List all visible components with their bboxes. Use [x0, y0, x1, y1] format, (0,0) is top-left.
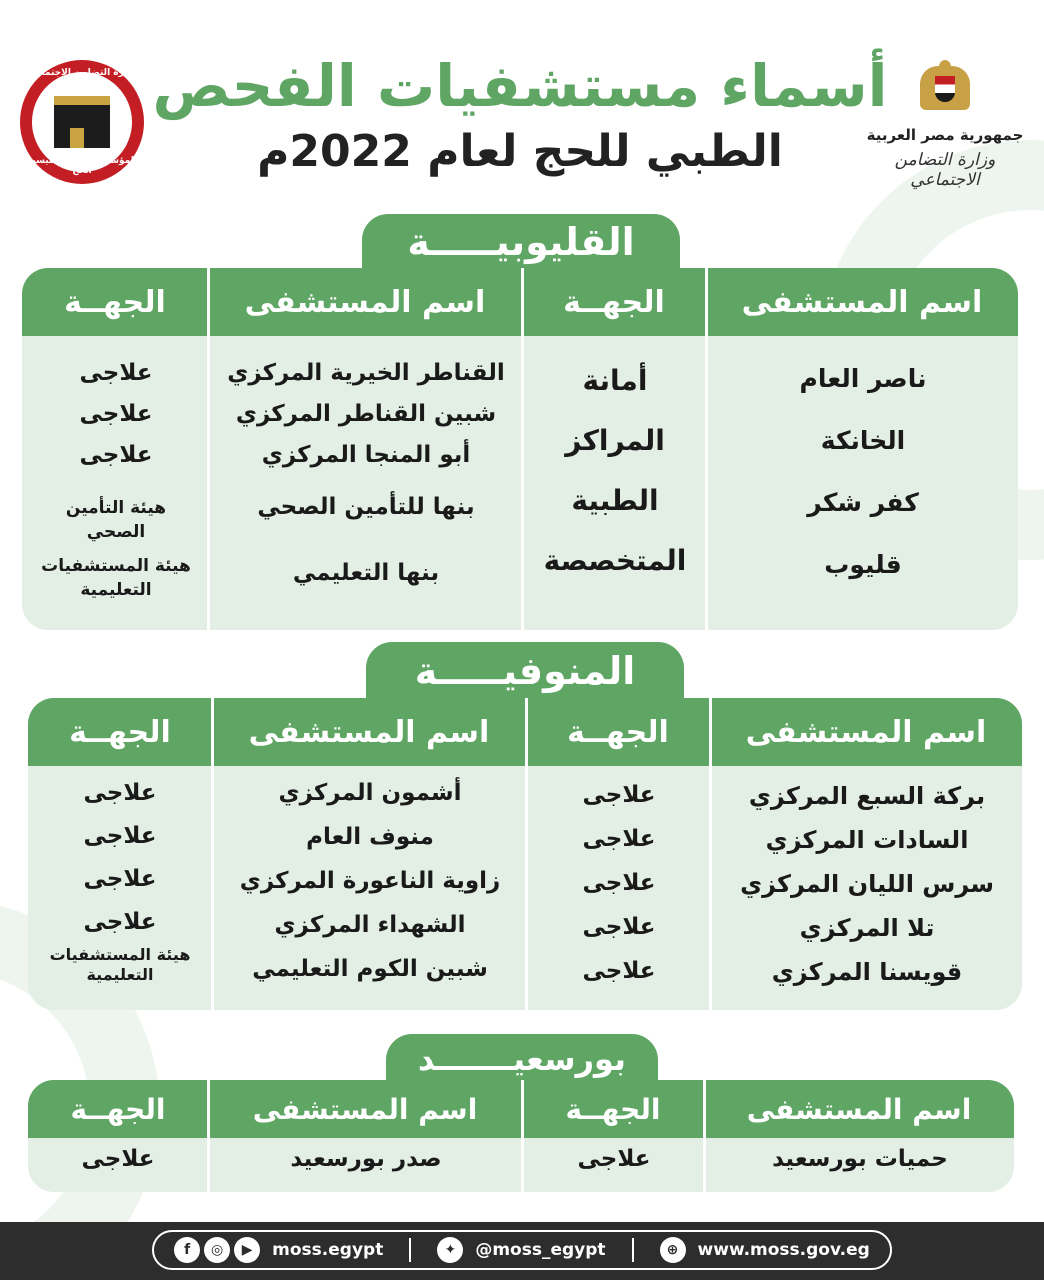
page-title: أسماء مستشفيات الفحص: [152, 52, 888, 120]
list-item: علاجى: [79, 360, 153, 386]
section-panel-portsaid: [28, 1080, 1014, 1192]
list-item: السادات المركزي: [765, 826, 969, 854]
column-header-entity: الجهــة: [64, 284, 166, 320]
list-item: المتخصصة: [543, 544, 687, 577]
list-item: قليوب: [824, 550, 902, 579]
youtube-icon: ▶: [234, 1237, 260, 1263]
globe-icon: ⊕: [660, 1237, 686, 1263]
list-item: تلا المركزي: [799, 914, 935, 942]
list-item: أشمون المركزي: [278, 780, 462, 806]
column-header-entity: الجهــة: [70, 1092, 166, 1126]
table-header-row: [22, 268, 1018, 336]
list-item: علاجى: [582, 826, 656, 852]
list-item: أمانة: [582, 364, 648, 397]
column-header-entity: الجهــة: [565, 1092, 661, 1126]
list-item: بنها للتأمين الصحي: [257, 494, 475, 520]
facebook-handle: moss.egypt: [272, 1240, 384, 1260]
country-name: جمهورية مصر العربية: [866, 126, 1024, 144]
list-item: شبين القناطر المركزي: [235, 401, 497, 427]
twitter-handle: @moss_egypt: [475, 1240, 606, 1260]
list-item: القناطر الخيرية المركزي: [227, 360, 505, 386]
column-header-hospital: اسم المستشفى: [252, 1092, 478, 1126]
eagle-emblem-icon: [920, 60, 970, 120]
list-item: هيئة التأمين الصحي: [65, 498, 167, 542]
list-item: أبو المنجا المركزي: [261, 442, 471, 468]
list-item: المراكز: [565, 424, 665, 457]
list-item: علاجى: [83, 823, 157, 849]
column-header-entity: الجهــة: [69, 714, 171, 750]
entity-column: [524, 364, 706, 578]
list-item: حميات بورسعيد: [772, 1146, 948, 1172]
social-links-pill: [152, 1230, 892, 1270]
list-item: علاجى: [81, 1146, 155, 1172]
ministry-emblem: [860, 60, 1030, 190]
list-item: منوف العام: [306, 824, 434, 850]
list-item: علاجى: [79, 442, 153, 468]
hospital-column: [712, 782, 1022, 1002]
section-tab-portsaid: [386, 1034, 658, 1086]
column-header-hospital: اسم المستشفى: [745, 714, 987, 750]
column-header-hospital: اسم المستشفى: [244, 284, 486, 320]
facebook-link[interactable]: [174, 1237, 383, 1263]
list-item: الخانكة: [820, 426, 906, 455]
column-divider: [521, 1080, 524, 1192]
list-item: علاجى: [79, 401, 153, 427]
hospital-column: [706, 1146, 1014, 1172]
list-item: زاوية الناعورة المركزي: [239, 868, 501, 894]
list-item: علاجى: [582, 870, 656, 896]
facebook-icon: f: [174, 1237, 200, 1263]
list-item: شبين الكوم التعليمي: [252, 956, 488, 982]
list-item: ناصر العام: [799, 364, 927, 393]
list-item: قويسنا المركزي: [771, 958, 963, 986]
website-link[interactable]: [660, 1237, 870, 1263]
page-subtitle: الطبي للحج لعام 2022م: [257, 126, 783, 177]
website-url: www.moss.gov.eg: [697, 1240, 870, 1260]
section-title: بورسعيـــــــد: [417, 1040, 627, 1078]
moss-hajj-logo: [20, 60, 144, 184]
list-item: هيئة المستشفيات التعليمية: [41, 556, 191, 600]
list-item: علاجى: [83, 780, 157, 806]
list-item: صدر بورسعيد: [290, 1146, 442, 1172]
list-item: علاجى: [83, 909, 157, 935]
entity-column: [524, 1146, 704, 1172]
list-item: كفر شكر: [807, 488, 919, 517]
hospital-column: [214, 780, 526, 1000]
footer-separator: [632, 1238, 634, 1262]
ministry-name: وزارة التضامن الاجتماعي: [894, 150, 996, 190]
list-item: سرس الليان المركزي: [740, 870, 994, 898]
list-item: علاجى: [83, 866, 157, 892]
list-item: علاجى: [582, 782, 656, 808]
list-item: علاجى: [582, 914, 656, 940]
section-tab-monufia: [366, 642, 684, 704]
hospital-column: [210, 360, 522, 600]
footer-separator: [409, 1238, 411, 1262]
section-panel-monufia: [28, 698, 1022, 1010]
hospital-column: [708, 364, 1018, 582]
logo-bottom-text: المؤسسة القومية لتيسير الحج: [26, 156, 138, 176]
list-item: بركة السبع المركزي: [748, 782, 986, 810]
column-header-hospital: اسم المستشفى: [741, 284, 983, 320]
section-panel-qalyubia: [22, 268, 1018, 630]
twitter-icon: ✦: [437, 1237, 463, 1263]
list-item: بنها التعليمي: [292, 560, 440, 586]
section-tab-qalyubia: [362, 214, 680, 274]
entity-column: [26, 360, 206, 604]
list-item: هيئة المستشفيات التعليمية: [49, 945, 191, 984]
instagram-icon: ◎: [204, 1237, 230, 1263]
list-item: علاجى: [577, 1146, 651, 1172]
column-divider: [207, 1080, 210, 1192]
column-divider: [703, 1080, 706, 1192]
list-item: الشهداء المركزي: [274, 912, 466, 938]
section-title: القليوبيـــــة: [407, 220, 635, 264]
entity-column: [30, 780, 210, 985]
footer-bar: [0, 1222, 1044, 1280]
column-header-hospital: اسم المستشفى: [746, 1092, 972, 1126]
logo-top-text: وزارة التضامن الاجتماعي: [26, 68, 138, 78]
entity-column: [28, 1146, 208, 1172]
hospital-column: [210, 1146, 522, 1172]
entity-column: [528, 782, 710, 1002]
list-item: علاجى: [582, 958, 656, 984]
column-header-entity: الجهــة: [563, 284, 665, 320]
column-header-hospital: اسم المستشفى: [248, 714, 490, 750]
twitter-link[interactable]: [437, 1237, 605, 1263]
column-header-entity: الجهــة: [567, 714, 669, 750]
section-title: المنوفيـــــة: [414, 649, 636, 693]
list-item: الطبية: [571, 484, 659, 517]
